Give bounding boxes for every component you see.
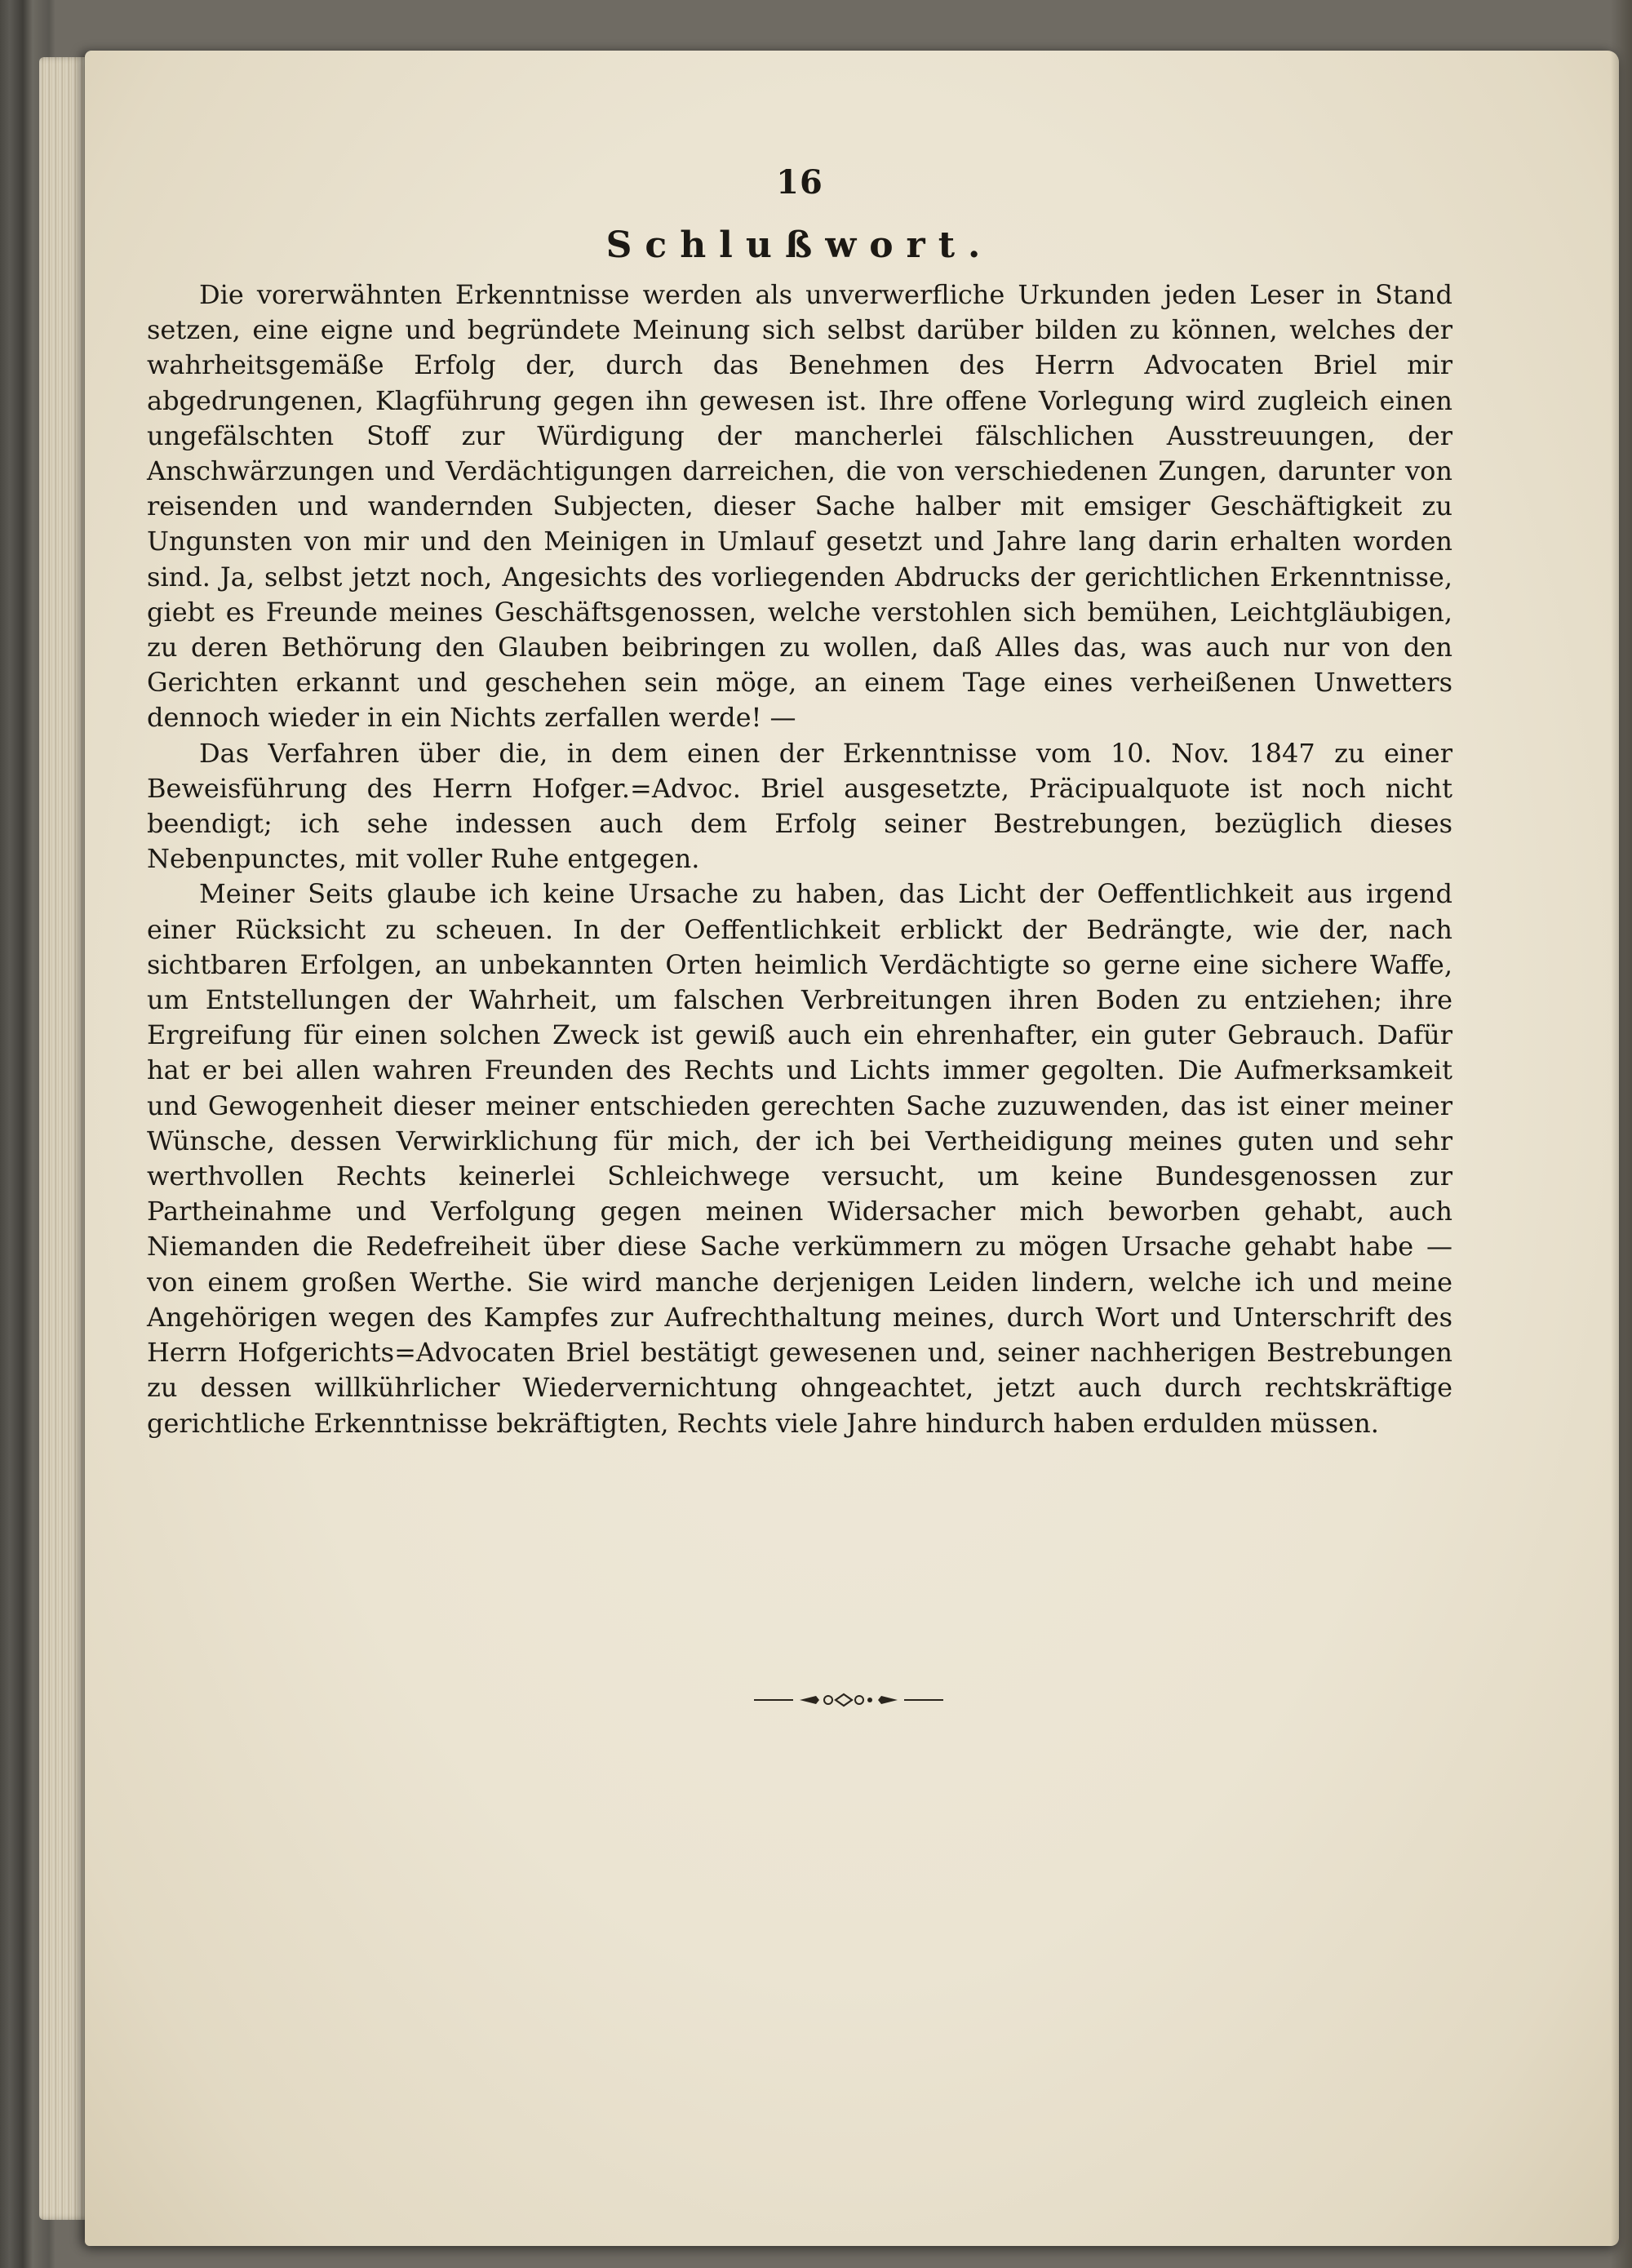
end-ornament-icon: [751, 1688, 947, 1712]
paragraph-1: Die vorerwähnten Erkenntnisse werden als unverwerfliche Urkunden jeden Leser in Stand setzen, eine eigne und begründete Meinung sich selbst darüber bilden zu können, welches der wahrheitsgemäße Erfolg der, durch das Benehmen des Herrn Advocaten Briel mir abgedrungenen, Klagführung gegen ihn gewesen ist. Ihre offene Vorlegung wird zugleich einen ungefälschten Stoff zur Würdigung der mancherlei fälschlichen Ausstreuungen, der Anschwärzungen und Verdächtigungen darreichen, die von verschiedenen Zungen, darunter von reisenden und wandernden Subjecten, dieser Sache halber mit emsiger Geschäftigkeit zu Ungunsten von mir und den Meinigen in Umlauf gesetzt und Jahre lang darin erhalten worden sind. Ja, selbst jetzt noch, Angesichts des vorliegenden Abdrucks der gerichtlichen Erkenntnisse, giebt es Freunde meines Geschäftsgenossen, welche verstohlen sich bemühen, Leichtgläubigen, zu deren Bethörung den Glauben beibringen zu wollen, daß Alles das, was auch nur von den Gerichten erkannt und geschehen sein möge, an einem Tage eines verheißenen Unwetters dennoch wieder in ein Nichts zerfallen werde! —: [147, 279, 1452, 734]
paragraph-2: Das Verfahren über die, in dem einen der Erkenntnisse vom 10. Nov. 1847 zu einer Beweisführung des Herrn Hofger.=Advoc. Briel ausgesetzte, Präcipualquote ist noch nicht beendigt; ich sehe indessen auch dem Erfolg seiner Bestrebungen, bezüglich dieses Nebenpunctes, mit voller Ruhe entgegen.: [147, 737, 1452, 875]
paragraph-3: Meiner Seits glaube ich keine Ursache zu haben, das Licht der Oeffentlichkeit aus irgend einer Rücksicht zu scheuen. In der Oeffentlichkeit erblickt der Bedrängte, wie der, nach sichtbaren Erfolgen, an unbekannten Orten heimlich Verdächtigte so gerne eine sichere Waffe, um Entstellungen der Wahrheit, um falschen Verbreitungen ihren Boden zu entziehen; ihre Ergreifung für einen solchen Zweck ist gewiß auch ein ehrenhafter, ein guter Gebrauch. Dafür hat er bei allen wahren Freunden des Rechts und Lichts immer gegolten. Die Aufmerksamkeit und Gewogenheit dieser meiner entschieden gerechten Sache zuzuwenden, das ist einer meiner Wünsche, dessen Verwirklichung für mich, der ich bei Vertheidigung meines guten und sehr werthvollen Rechts keinerlei Schleichwege versucht, um keine Bundesgenossen zur Partheinahme und Verfolgung gegen meinen Widersacher mich beworben gehabt, auch Niemanden die Redefreiheit über diese Sache verkümmern zu mögen Ursache gehabt habe — von einem großen Werthe. Sie wird manche derjenigen Leiden lindern, welche ich und meine Angehörigen wegen des Kampfes zur Aufrechthaltung meines, durch Wort und Unterschrift des Herrn Hofgerichts=Advocaten Briel bestätigt gewesenen und, seiner nachherigen Bestrebungen zu dessen willkührlicher Wiedervernichtung ohngeachtet, jetzt auch durch rechtskräftige gerichtliche Erkenntnisse bekräftigten, Rechts viele Jahre hindurch haben erdulden müssen.: [147, 878, 1452, 1439]
page-content: [147, 163, 1452, 1441]
section-heading: Schlußwort.: [605, 224, 994, 266]
page-number: 16: [776, 163, 823, 202]
scan-edge-shadow: [1611, 0, 1632, 2268]
